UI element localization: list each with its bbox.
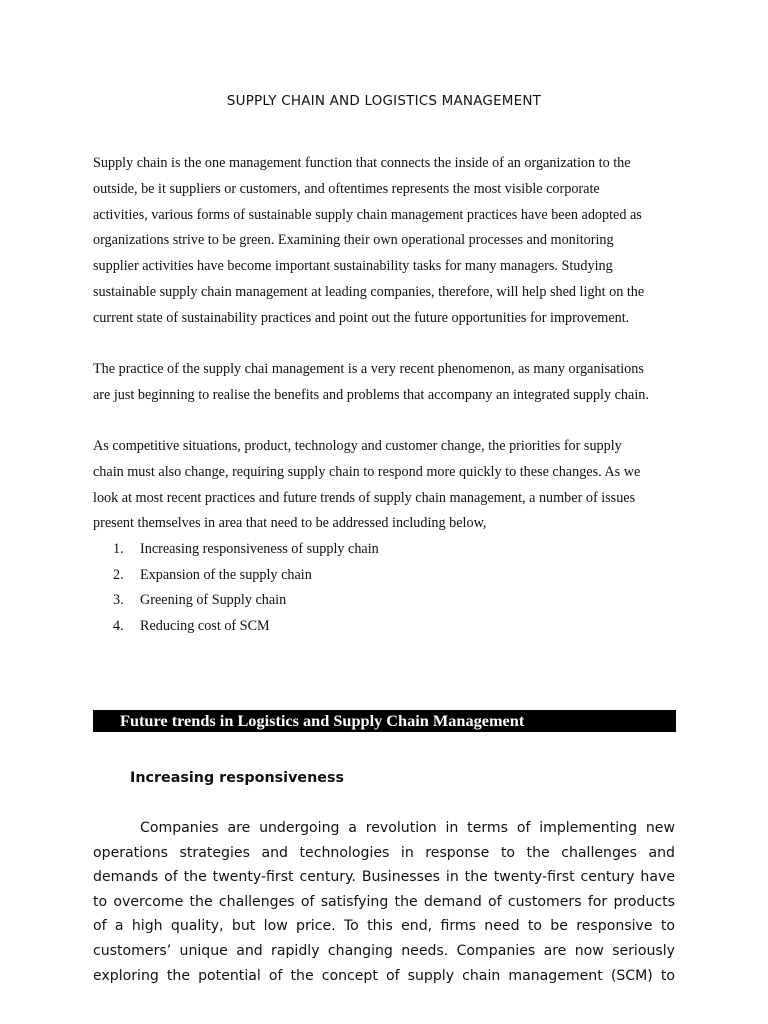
- paragraph-supply-chain-practice: [93, 357, 693, 409]
- text-line: look at most recent practices and future trends of supply chain management, a number of issues: [93, 489, 636, 506]
- text-line: are just beginning to realise the benefits and problems that accompany an integrated supply chain.: [93, 386, 649, 403]
- list-item-text: Increasing responsiveness of supply chain: [140, 541, 379, 557]
- text-line: exploring the potential of the concept of supply chain management (SCM) to: [93, 967, 675, 984]
- list-item-text: Reducing cost of SCM: [140, 618, 270, 635]
- text-line: current state of sustainability practices and point out the future opportunities for improvement.: [93, 309, 630, 326]
- paragraph-competitive-situations: [93, 434, 693, 537]
- list-number: 2.: [113, 566, 124, 583]
- text-line: present themselves in area that need to be addressed including below,: [93, 515, 487, 532]
- text-line: As competitive situations, product, technology and customer change, the priorities for supply: [93, 438, 622, 454]
- text-line: Supply chain is the one management function that connects the inside of an organization to the: [93, 155, 631, 171]
- section-heading: Future trends in Logistics and Supply Chain Management: [120, 711, 525, 730]
- text-line: outside, be it suppliers or customers, and oftentimes represents the most visible corporate: [93, 180, 600, 197]
- text-line: demands of the twenty-first century. Businesses in the twenty-first century have: [93, 869, 675, 886]
- list-item: [113, 588, 379, 614]
- issues-list: [113, 537, 379, 640]
- text-line: The practice of the supply chai management is a very recent phenomenon, as many organisations: [93, 361, 644, 377]
- list-item: [113, 614, 379, 640]
- text-line: customers’ unique and rapidly changing needs. Companies are now seriously: [93, 942, 675, 959]
- text-line: organizations strive to be green. Examining their own operational processes and monitoring: [93, 232, 614, 249]
- list-item-text: Expansion of the supply chain: [140, 566, 312, 583]
- list-number: 1.: [113, 541, 124, 557]
- subheading-increasing-responsiveness: Increasing responsiveness: [130, 770, 344, 786]
- list-item-text: Greening of Supply chain: [140, 592, 287, 609]
- text-line: of a high quality, but low price. To this end, firms need to be responsive to: [93, 918, 675, 935]
- text-line: to overcome the challenges of satisfying the demand of customers for products: [93, 893, 675, 910]
- list-number: 3.: [113, 592, 124, 609]
- text-line: chain must also change, requiring supply chain to respond more quickly to these changes. As we: [93, 463, 641, 480]
- text-line: activities, various forms of sustainable supply chain management practices have been adopted as: [93, 206, 642, 223]
- paragraph-supply-chain-intro: [93, 151, 693, 332]
- list-item: [113, 537, 379, 563]
- text-line: operations strategies and technologies in response to the challenges and: [93, 844, 675, 861]
- list-number: 4.: [113, 618, 124, 635]
- list-item: [113, 563, 379, 589]
- paragraph-companies-revolution: [93, 816, 675, 988]
- section-banner: [93, 710, 676, 732]
- document-title: SUPPLY CHAIN AND LOGISTICS MANAGEMENT: [226, 93, 542, 109]
- text-line: supplier activities have become important sustainability tasks for many managers. Studying: [93, 258, 613, 275]
- text-line: sustainable supply chain management at leading companies, therefore, will help shed light on the: [93, 283, 645, 300]
- text-line: Companies are undergoing a revolution in terms of implementing new: [140, 820, 675, 836]
